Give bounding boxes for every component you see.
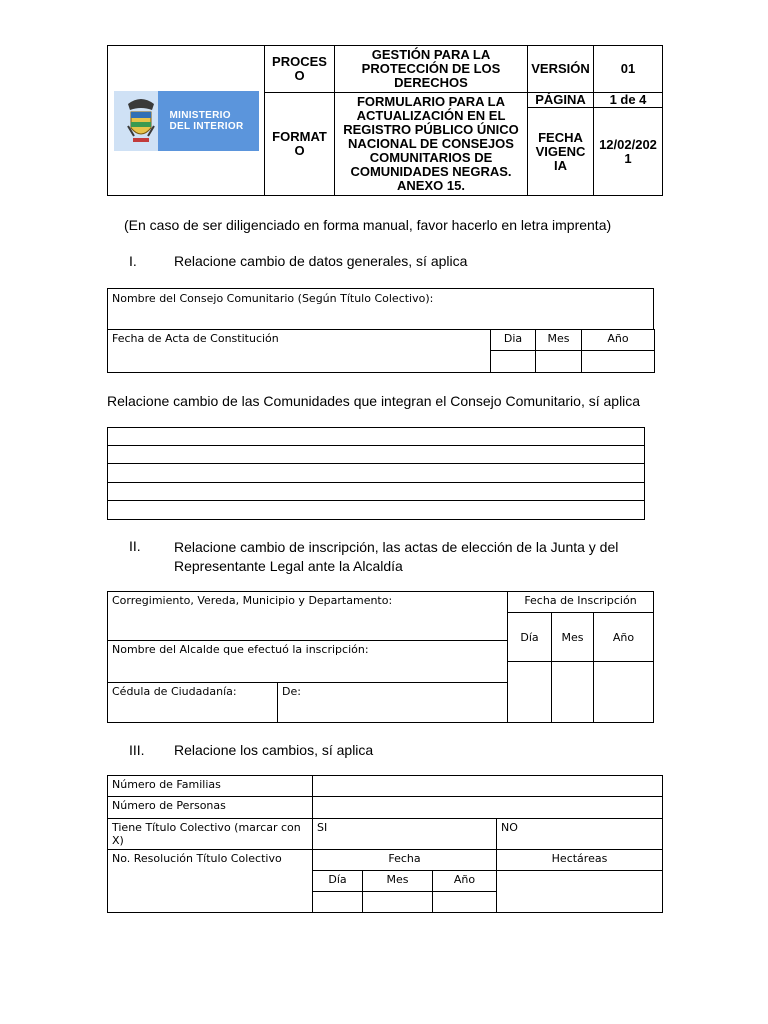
comunidad-row[interactable] xyxy=(108,483,645,501)
comunidad-row[interactable] xyxy=(108,446,645,464)
section-2-numeral: II. xyxy=(129,538,141,554)
dia-header: Día xyxy=(508,613,552,662)
section-2-title: Relacione cambio de inscripción, las actas de elección de la Junta y del Representante Legal ante la Alcaldía xyxy=(174,539,619,574)
cedula-label: Cédula de Ciudadanía: xyxy=(112,685,237,698)
comunidad-row[interactable] xyxy=(108,428,645,446)
anio-field[interactable] xyxy=(582,351,655,373)
version-label: VERSIÓN xyxy=(528,46,594,93)
proceso-value: GESTIÓN PARA LA PROTECCIÓN DE LOS DERECHOS xyxy=(335,46,528,93)
mes-field[interactable] xyxy=(552,662,594,723)
corregimiento-field[interactable] xyxy=(108,592,508,641)
mes-field[interactable] xyxy=(363,892,433,913)
mes-header: Mes xyxy=(552,613,594,662)
anio-header: Año xyxy=(582,330,655,351)
anio-field[interactable] xyxy=(433,892,497,913)
fecha-vigencia-label: FECHA VIGENCIA xyxy=(528,108,594,196)
comunidades-table xyxy=(107,427,645,520)
dia-header: Dia xyxy=(491,330,536,351)
personas-label: Número de Personas xyxy=(108,797,313,819)
version-value: 01 xyxy=(594,46,663,93)
comunidad-row[interactable] xyxy=(108,464,645,483)
resolucion-label: No. Resolución Título Colectivo xyxy=(108,850,313,913)
fecha-vigencia-value: 12/02/2021 xyxy=(594,108,663,196)
section-1-title: Relacione cambio de datos generales, sí aplica xyxy=(174,253,468,269)
fecha-acta-table xyxy=(107,329,655,373)
fecha-acta-label: Fecha de Acta de Constitución xyxy=(108,330,491,373)
hectareas-header: Hectáreas xyxy=(497,850,663,871)
fecha-header: Fecha xyxy=(313,850,497,871)
de-field[interactable] xyxy=(278,683,508,723)
instruction-text: (En caso de ser diligenciado en forma manual, favor hacerlo en letra imprenta) xyxy=(124,217,612,233)
logo-cell xyxy=(108,46,265,196)
cedula-field[interactable] xyxy=(108,683,278,723)
hectareas-field[interactable] xyxy=(497,871,663,913)
dia-header: Día xyxy=(313,871,363,892)
cambios-table xyxy=(107,775,663,913)
comunidades-title: Relacione cambio de las Comunidades que integran el Consejo Comunitario, sí aplica xyxy=(107,393,641,409)
inscripcion-table xyxy=(107,591,654,723)
mes-field[interactable] xyxy=(536,351,582,373)
no-field[interactable] xyxy=(497,819,663,850)
titulo-colectivo-label: Tiene Título Colectivo (marcar con X) xyxy=(108,819,313,850)
familias-field[interactable] xyxy=(313,776,663,797)
pagina-value: 1 de 4 xyxy=(594,93,663,108)
logo-line-1: MINISTERIO xyxy=(169,109,231,121)
si-field[interactable] xyxy=(313,819,497,850)
formato-label: FORMATO xyxy=(265,93,335,196)
proceso-label: PROCESO xyxy=(265,46,335,93)
dia-field[interactable] xyxy=(508,662,552,723)
comunidad-row[interactable] xyxy=(108,501,645,520)
familias-label: Número de Familias xyxy=(108,776,313,797)
pagina-label: PÁGINA xyxy=(528,93,594,108)
alcalde-field[interactable] xyxy=(108,641,508,683)
corregimiento-label: Corregimiento, Vereda, Municipio y Departamento: xyxy=(112,594,393,607)
mes-header: Mes xyxy=(536,330,582,351)
dia-field[interactable] xyxy=(313,892,363,913)
mes-header: Mes xyxy=(363,871,433,892)
section-3-numeral: III. xyxy=(129,742,145,758)
de-label: De: xyxy=(282,685,301,698)
anio-field[interactable] xyxy=(594,662,654,723)
nombre-consejo-label: Nombre del Consejo Comunitario (Según Título Colectivo): xyxy=(112,292,434,305)
nombre-consejo-field[interactable] xyxy=(107,288,654,330)
formato-value: FORMULARIO PARA LA ACTUALIZACIÓN EN EL REGISTRO PÚBLICO ÚNICO NACIONAL DE CONSEJOS COMUNITARIOS DE COMUNIDADES NEGRAS. ANEXO 15. xyxy=(335,93,528,196)
anio-header: Año xyxy=(594,613,654,662)
personas-field[interactable] xyxy=(313,797,663,819)
section-3-title: Relacione los cambios, sí aplica xyxy=(174,742,374,758)
fecha-inscripcion-header: Fecha de Inscripción xyxy=(508,592,654,613)
anio-header: Año xyxy=(433,871,497,892)
section-1-numeral: I. xyxy=(129,253,137,269)
document-header-table xyxy=(107,45,663,196)
coat-of-arms-icon xyxy=(124,96,158,146)
logo-line-2: DEL INTERIOR xyxy=(169,120,244,132)
no-label: NO xyxy=(501,821,518,834)
dia-field[interactable] xyxy=(491,351,536,373)
alcalde-label: Nombre del Alcalde que efectuó la inscripción: xyxy=(112,643,369,656)
ministerio-logo xyxy=(114,91,259,151)
si-label: SI xyxy=(317,821,328,834)
